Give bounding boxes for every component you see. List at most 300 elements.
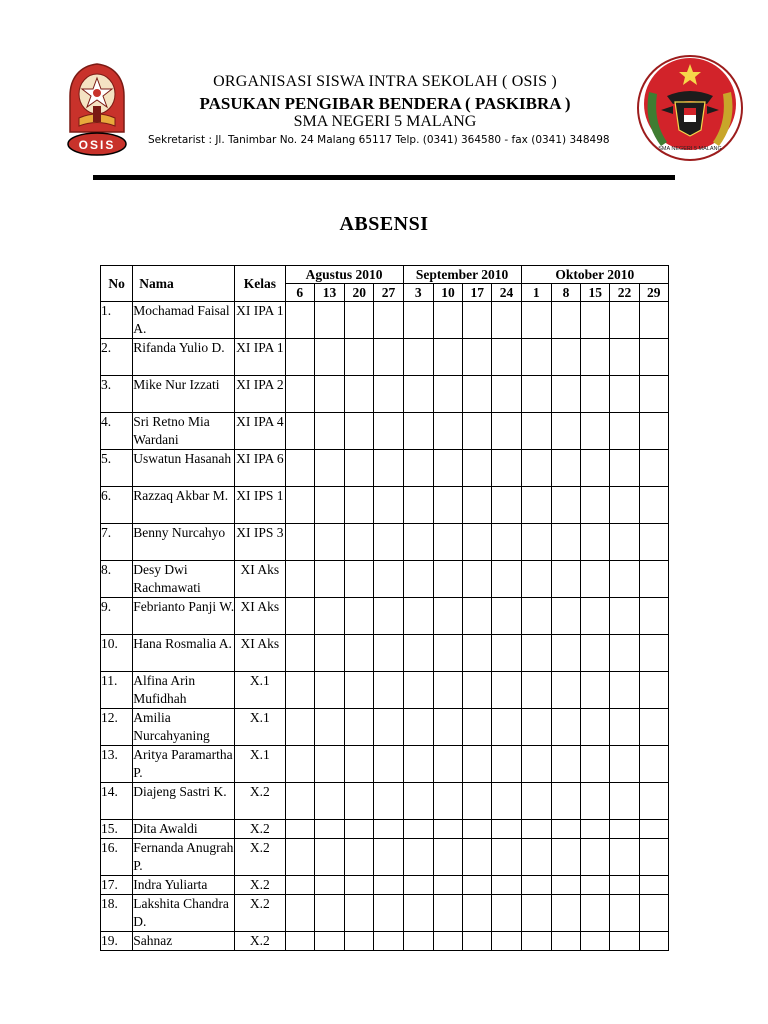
paskibra-logo-text: SMA NEGERI 5 MALANG (658, 146, 722, 152)
attendance-cell (610, 876, 639, 895)
row-number: 19. (101, 932, 133, 951)
attendance-rows (101, 302, 669, 951)
attendance-cell (345, 561, 374, 598)
attendance-cell (403, 561, 433, 598)
attendance-cell (403, 932, 433, 951)
attendance-cell (374, 876, 403, 895)
attendance-cell (521, 820, 551, 839)
attendance-cell (285, 339, 314, 376)
attendance-cell (403, 302, 433, 339)
table-row (101, 302, 669, 339)
attendance-cell (492, 876, 521, 895)
attendance-cell (639, 302, 668, 339)
attendance-cell (639, 895, 668, 932)
table-row (101, 487, 669, 524)
attendance-cell (403, 413, 433, 450)
attendance-cell (403, 746, 433, 783)
attendance-cell (639, 932, 668, 951)
attendance-cell (314, 561, 344, 598)
attendance-cell (492, 746, 521, 783)
row-number: 6. (101, 487, 133, 524)
attendance-cell (345, 635, 374, 672)
attendance-cell (610, 895, 639, 932)
attendance-cell (374, 524, 403, 561)
attendance-cell (610, 302, 639, 339)
attendance-cell (285, 450, 314, 487)
attendance-cell (433, 672, 462, 709)
attendance-cell (639, 839, 668, 876)
attendance-cell (314, 376, 344, 413)
attendance-cell (551, 598, 580, 635)
col-header-nama: Nama (133, 266, 235, 302)
attendance-cell (639, 376, 668, 413)
row-number: 15. (101, 820, 133, 839)
date-header: 1 (521, 284, 551, 302)
student-class: X.2 (235, 895, 285, 932)
attendance-cell (345, 339, 374, 376)
paskibra-logo (637, 52, 743, 164)
student-class: XI IPA 2 (235, 376, 285, 413)
attendance-cell (581, 635, 610, 672)
attendance-cell (314, 302, 344, 339)
student-name: Desy Dwi Rachmawati (133, 561, 235, 598)
attendance-cell (551, 450, 580, 487)
osis-logo (66, 62, 128, 158)
month-header: Oktober 2010 (521, 266, 668, 284)
attendance-cell (492, 820, 521, 839)
attendance-cell (314, 783, 344, 820)
attendance-cell (551, 895, 580, 932)
page-title: ABSENSI (339, 213, 429, 235)
attendance-cell (374, 561, 403, 598)
month-header: September 2010 (403, 266, 521, 284)
attendance-cell (285, 598, 314, 635)
attendance-cell (374, 635, 403, 672)
attendance-cell (433, 783, 462, 820)
attendance-cell (492, 413, 521, 450)
table-row (101, 839, 669, 876)
row-number: 14. (101, 783, 133, 820)
attendance-cell (433, 561, 462, 598)
table-row (101, 746, 669, 783)
attendance-cell (314, 876, 344, 895)
attendance-cell (521, 709, 551, 746)
attendance-cell (639, 746, 668, 783)
attendance-cell (521, 487, 551, 524)
attendance-cell (285, 895, 314, 932)
attendance-cell (581, 339, 610, 376)
attendance-cell (433, 839, 462, 876)
attendance-cell (345, 839, 374, 876)
attendance-cell (551, 376, 580, 413)
student-name: Benny Nurcahyo (133, 524, 235, 561)
attendance-cell (314, 524, 344, 561)
attendance-cell (492, 598, 521, 635)
attendance-cell (463, 524, 492, 561)
attendance-cell (610, 932, 639, 951)
student-class: X.1 (235, 746, 285, 783)
attendance-cell (345, 820, 374, 839)
attendance-cell (610, 672, 639, 709)
school-name: SMA NEGERI 5 MALANG (293, 113, 477, 130)
attendance-cell (551, 820, 580, 839)
student-name: Aritya Paramartha P. (133, 746, 235, 783)
attendance-cell (285, 820, 314, 839)
attendance-cell (581, 932, 610, 951)
student-name: Hana Rosmalia A. (133, 635, 235, 672)
row-number: 7. (101, 524, 133, 561)
student-name: Lakshita Chandra D. (133, 895, 235, 932)
attendance-cell (521, 561, 551, 598)
attendance-cell (581, 876, 610, 895)
attendance-cell (581, 413, 610, 450)
attendance-cell (551, 487, 580, 524)
attendance-cell (463, 487, 492, 524)
attendance-cell (521, 839, 551, 876)
attendance-cell (345, 450, 374, 487)
attendance-cell (403, 783, 433, 820)
row-number: 13. (101, 746, 133, 783)
attendance-cell (581, 672, 610, 709)
attendance-cell (581, 783, 610, 820)
attendance-cell (374, 932, 403, 951)
attendance-cell (433, 932, 462, 951)
attendance-cell (285, 376, 314, 413)
student-class: X.2 (235, 876, 285, 895)
attendance-cell (285, 524, 314, 561)
attendance-cell (610, 487, 639, 524)
attendance-cell (639, 524, 668, 561)
attendance-cell (345, 783, 374, 820)
student-class: XI Aks (235, 598, 285, 635)
attendance-cell (285, 672, 314, 709)
attendance-cell (521, 524, 551, 561)
student-class: XI IPS 1 (235, 487, 285, 524)
attendance-cell (345, 413, 374, 450)
attendance-cell (403, 339, 433, 376)
attendance-cell (463, 635, 492, 672)
student-name: Dita Awaldi (133, 820, 235, 839)
student-name: Mochamad Faisal A. (133, 302, 235, 339)
attendance-cell (314, 820, 344, 839)
attendance-cell (463, 876, 492, 895)
student-class: XI IPA 4 (235, 413, 285, 450)
attendance-cell (433, 635, 462, 672)
attendance-cell (492, 524, 521, 561)
attendance-cell (521, 783, 551, 820)
attendance-cell (463, 709, 492, 746)
attendance-cell (551, 302, 580, 339)
attendance-cell (345, 376, 374, 413)
attendance-cell (610, 783, 639, 820)
attendance-cell (610, 820, 639, 839)
attendance-cell (285, 487, 314, 524)
secretariat-address: Sekretarist : Jl. Tanimbar No. 24 Malang 65117 Telp. (0341) 364580 - fax (0341) 348498 (148, 134, 610, 146)
attendance-cell (314, 932, 344, 951)
attendance-cell (374, 783, 403, 820)
attendance-cell (581, 598, 610, 635)
attendance-cell (492, 839, 521, 876)
student-name: Febrianto Panji W. (133, 598, 235, 635)
org-name: ORGANISASI SISWA INTRA SEKOLAH ( OSIS ) (213, 73, 557, 90)
date-header: 17 (463, 284, 492, 302)
student-name: Diajeng Sastri K. (133, 783, 235, 820)
attendance-cell (285, 302, 314, 339)
attendance-cell (374, 598, 403, 635)
attendance-cell (639, 709, 668, 746)
attendance-cell (374, 413, 403, 450)
attendance-cell (551, 876, 580, 895)
attendance-cell (492, 302, 521, 339)
attendance-cell (345, 709, 374, 746)
attendance-cell (581, 302, 610, 339)
attendance-cell (492, 561, 521, 598)
attendance-cell (610, 598, 639, 635)
attendance-cell (433, 413, 462, 450)
attendance-cell (433, 876, 462, 895)
attendance-cell (285, 746, 314, 783)
table-row (101, 672, 669, 709)
attendance-cell (551, 746, 580, 783)
attendance-cell (521, 302, 551, 339)
attendance-cell (314, 598, 344, 635)
student-class: X.2 (235, 820, 285, 839)
attendance-cell (374, 302, 403, 339)
attendance-cell (639, 820, 668, 839)
attendance-cell (492, 635, 521, 672)
attendance-cell (581, 450, 610, 487)
attendance-cell (581, 524, 610, 561)
attendance-cell (492, 709, 521, 746)
attendance-cell (521, 895, 551, 932)
attendance-cell (403, 839, 433, 876)
attendance-cell (285, 783, 314, 820)
attendance-cell (463, 672, 492, 709)
attendance-cell (521, 876, 551, 895)
attendance-cell (463, 746, 492, 783)
student-class: X.2 (235, 932, 285, 951)
attendance-cell (581, 376, 610, 413)
attendance-cell (492, 895, 521, 932)
attendance-cell (403, 487, 433, 524)
attendance-cell (403, 450, 433, 487)
attendance-cell (610, 839, 639, 876)
attendance-cell (374, 376, 403, 413)
attendance-cell (463, 895, 492, 932)
row-number: 10. (101, 635, 133, 672)
attendance-cell (492, 672, 521, 709)
attendance-cell (345, 524, 374, 561)
student-name: Uswatun Hasanah (133, 450, 235, 487)
attendance-cell (285, 932, 314, 951)
table-row (101, 598, 669, 635)
attendance-cell (551, 524, 580, 561)
attendance-table (100, 265, 669, 951)
attendance-cell (492, 932, 521, 951)
student-name: Sahnaz (133, 932, 235, 951)
date-header: 22 (610, 284, 639, 302)
attendance-cell (345, 487, 374, 524)
attendance-cell (551, 672, 580, 709)
attendance-cell (374, 709, 403, 746)
attendance-cell (551, 561, 580, 598)
attendance-cell (314, 413, 344, 450)
attendance-cell (551, 413, 580, 450)
date-header: 27 (374, 284, 403, 302)
table-row (101, 376, 669, 413)
attendance-cell (639, 783, 668, 820)
row-number: 12. (101, 709, 133, 746)
attendance-cell (551, 839, 580, 876)
attendance-cell (551, 783, 580, 820)
attendance-cell (463, 783, 492, 820)
attendance-cell (345, 746, 374, 783)
date-header: 10 (433, 284, 462, 302)
student-class: XI IPA 1 (235, 302, 285, 339)
attendance-cell (314, 709, 344, 746)
attendance-cell (639, 876, 668, 895)
attendance-cell (521, 376, 551, 413)
attendance-cell (345, 876, 374, 895)
attendance-cell (374, 820, 403, 839)
row-number: 17. (101, 876, 133, 895)
attendance-cell (345, 598, 374, 635)
attendance-cell (345, 302, 374, 339)
student-class: X.2 (235, 783, 285, 820)
attendance-cell (314, 746, 344, 783)
attendance-cell (639, 672, 668, 709)
attendance-cell (285, 839, 314, 876)
attendance-cell (521, 635, 551, 672)
student-name: Amilia Nurcahyaning (133, 709, 235, 746)
student-name: Indra Yuliarta (133, 876, 235, 895)
attendance-cell (492, 339, 521, 376)
attendance-cell (345, 672, 374, 709)
attendance-cell (463, 820, 492, 839)
attendance-cell (314, 635, 344, 672)
row-number: 1. (101, 302, 133, 339)
attendance-cell (463, 932, 492, 951)
attendance-cell (433, 302, 462, 339)
table-row (101, 635, 669, 672)
attendance-cell (492, 450, 521, 487)
date-header: 8 (551, 284, 580, 302)
attendance-cell (463, 450, 492, 487)
attendance-cell (285, 413, 314, 450)
student-name: Alfina Arin Mufidhah (133, 672, 235, 709)
attendance-cell (374, 450, 403, 487)
table-row (101, 895, 669, 932)
attendance-cell (610, 709, 639, 746)
attendance-cell (374, 672, 403, 709)
attendance-cell (463, 413, 492, 450)
attendance-cell (433, 895, 462, 932)
attendance-cell (463, 839, 492, 876)
attendance-cell (521, 746, 551, 783)
attendance-cell (285, 709, 314, 746)
attendance-cell (463, 561, 492, 598)
date-header: 6 (285, 284, 314, 302)
attendance-cell (314, 895, 344, 932)
row-number: 3. (101, 376, 133, 413)
student-name: Rifanda Yulio D. (133, 339, 235, 376)
attendance-cell (581, 839, 610, 876)
attendance-cell (403, 376, 433, 413)
attendance-cell (639, 635, 668, 672)
attendance-cell (581, 746, 610, 783)
attendance-cell (403, 820, 433, 839)
row-number: 8. (101, 561, 133, 598)
date-header: 29 (639, 284, 668, 302)
header-row-months (101, 266, 669, 284)
attendance-cell (285, 635, 314, 672)
attendance-cell (403, 672, 433, 709)
attendance-cell (314, 672, 344, 709)
row-number: 2. (101, 339, 133, 376)
attendance-cell (433, 709, 462, 746)
attendance-cell (639, 598, 668, 635)
student-name: Fernanda Anugrah P. (133, 839, 235, 876)
table-row (101, 783, 669, 820)
table-row (101, 413, 669, 450)
row-number: 18. (101, 895, 133, 932)
table-row (101, 561, 669, 598)
attendance-cell (521, 413, 551, 450)
student-class: X.2 (235, 839, 285, 876)
attendance-cell (639, 561, 668, 598)
attendance-cell (639, 339, 668, 376)
col-header-kelas: Kelas (235, 266, 285, 302)
attendance-cell (374, 895, 403, 932)
attendance-cell (610, 561, 639, 598)
attendance-cell (433, 487, 462, 524)
attendance-cell (551, 932, 580, 951)
attendance-cell (581, 561, 610, 598)
attendance-cell (521, 932, 551, 951)
row-number: 9. (101, 598, 133, 635)
date-header: 3 (403, 284, 433, 302)
attendance-cell (403, 635, 433, 672)
attendance-cell (403, 598, 433, 635)
attendance-cell (314, 487, 344, 524)
student-class: X.1 (235, 672, 285, 709)
attendance-cell (581, 895, 610, 932)
attendance-cell (639, 413, 668, 450)
table-row (101, 820, 669, 839)
attendance-cell (374, 839, 403, 876)
attendance-cell (433, 524, 462, 561)
row-number: 11. (101, 672, 133, 709)
row-number: 16. (101, 839, 133, 876)
attendance-cell (639, 450, 668, 487)
attendance-cell (463, 376, 492, 413)
attendance-cell (551, 339, 580, 376)
month-header: Agustus 2010 (285, 266, 403, 284)
attendance-cell (521, 339, 551, 376)
student-class: XI IPA 6 (235, 450, 285, 487)
attendance-cell (314, 450, 344, 487)
attendance-cell (463, 302, 492, 339)
student-name: Mike Nur Izzati (133, 376, 235, 413)
attendance-cell (285, 876, 314, 895)
student-class: XI Aks (235, 561, 285, 598)
student-class: XI Aks (235, 635, 285, 672)
col-header-no: No (101, 266, 133, 302)
attendance-cell (433, 450, 462, 487)
attendance-cell (492, 783, 521, 820)
attendance-cell (433, 820, 462, 839)
table-row (101, 932, 669, 951)
